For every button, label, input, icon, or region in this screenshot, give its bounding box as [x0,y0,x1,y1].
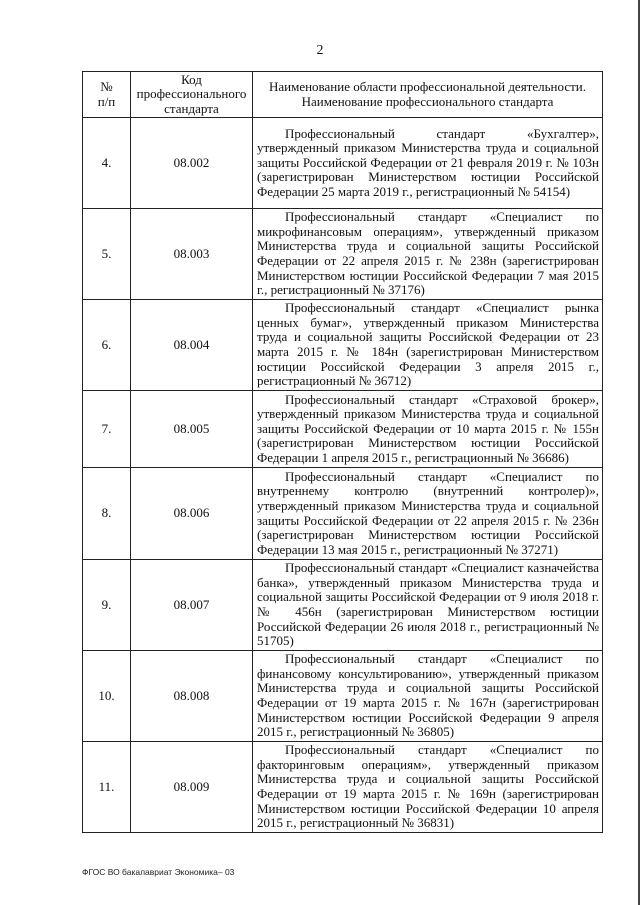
table-header-row [83,72,603,118]
standard-name [253,651,603,742]
row-number: 10. [83,651,131,742]
standard-name-text: Профессиональный стандарт «Страховой брокер», утвержденный приказом Министерства труда и социальной защиты Российской Федерации от 10 марта 2015 г. № 155н (зарегистрирован Министерством юстиции Российской Федерации 1 апреля 2015 г., регистрационный № 36686) [257,391,599,465]
standard-code: 08.006 [131,468,253,560]
standard-name [253,391,603,468]
standard-name-text: Профессиональный стандарт «Специалист по факторинговым операциям», утвержденный приказом Министерства труда и социальной защиты Российской Федерации от 19 марта 2015 г. № 169н (зарегистрирован Министерством юстиции Российской Федерации 10 апреля 2015 г., регистрационный № 36831) [257,742,599,831]
row-number: 5. [83,209,131,300]
table-row [83,209,603,300]
page-number: 2 [316,43,324,58]
standard-code: 08.008 [131,651,253,742]
standard-code: 08.003 [131,209,253,300]
row-number: 6. [83,300,131,391]
standard-code: 08.004 [131,300,253,391]
table-row [83,300,603,391]
row-number: 9. [83,560,131,651]
standard-name-text: Профессиональный стандарт «Специалист рынка ценных бумаг», утвержденный приказом Министерства труда и социальной защиты Российской Федерации от 23 марта 2015 г. № 184н (зарегистрирован Министерством юстиции Российской Федерации 3 апреля 2015 г., регистрационный № 36712) [257,300,599,389]
standard-name [253,209,603,300]
standard-name-text: Профессиональный стандарт «Специалист по внутреннему контролю (внутренний контролер)», утвержденный приказом Министерства труда и социальной защиты Российской Федерации от 22 апреля 2015 г. № 236н (зарегистрирован Министерством юстиции Российской Федерации 13 мая 2015 г., регистрационный № 37271) [257,468,599,557]
header-code [131,72,253,118]
row-number: 4. [83,118,131,209]
table-row [83,118,603,209]
standard-name-text: Профессиональный стандарт «Специалист казначейства банка», утвержденный приказом Министерства труда и социальной защиты Российской Федерации от 9 июля 2018 г. № 456н (зарегистрирован Министерством юстиции Российской Федерации 26 июля 2018 г., регистрационный № 51705) [257,560,599,649]
professional-standards-table [82,71,603,833]
header-name-label: Наименование области профессиональной деятельности. Наименование профессионального стандарта [268,78,586,109]
standard-name [253,118,603,209]
standard-code: 08.002 [131,118,253,209]
header-name [253,72,603,118]
table-row [83,651,603,742]
table-row [83,742,603,833]
standard-name [253,742,603,833]
row-number: 8. [83,468,131,560]
standard-name [253,300,603,391]
table-row [83,468,603,560]
standard-name-text: Профессиональный стандарт «Специалист по микрофинансовым операциям», утвержденный приказом Министерства труда и социальной защиты Российской Федерации от 22 апреля 2015 г. № 238н (зарегистрирован Министерством юстиции Российской Федерации 7 мая 2015 г., регистрационный № 37176) [257,209,599,298]
standard-code: 08.007 [131,560,253,651]
standard-name [253,560,603,651]
standard-code: 08.005 [131,391,253,468]
standard-name-text: Профессиональный стандарт «Бухгалтер», утвержденный приказом Министерства труда и социальной защиты Российской Федерации от 21 февраля 2019 г. № 103н (зарегистрирован Министерством юстиции Российской Федерации 25 марта 2019 г., регистрационный № 54154) [257,125,599,199]
header-num [83,72,131,118]
row-number: 7. [83,391,131,468]
table-row [83,560,603,651]
standard-name-text: Профессиональный стандарт «Специалист по финансовому консультированию», утвержденный приказом Министерства труда и социальной защиты Российской Федерации от 19 марта 2015 г. № 167н (зарегистрирован Министерством юстиции Российской Федерации 9 апреля 2015 г., регистрационный № 36805) [257,651,599,740]
header-num-label: № п/п [97,78,116,109]
standard-name [253,468,603,560]
header-code-label: Код профессионального стандарта [136,71,247,116]
table-row [83,391,603,468]
document-footer: ФГОС ВО бакалавриат Экономика– 03 [82,867,235,877]
row-number: 11. [83,742,131,833]
standard-code: 08.009 [131,742,253,833]
